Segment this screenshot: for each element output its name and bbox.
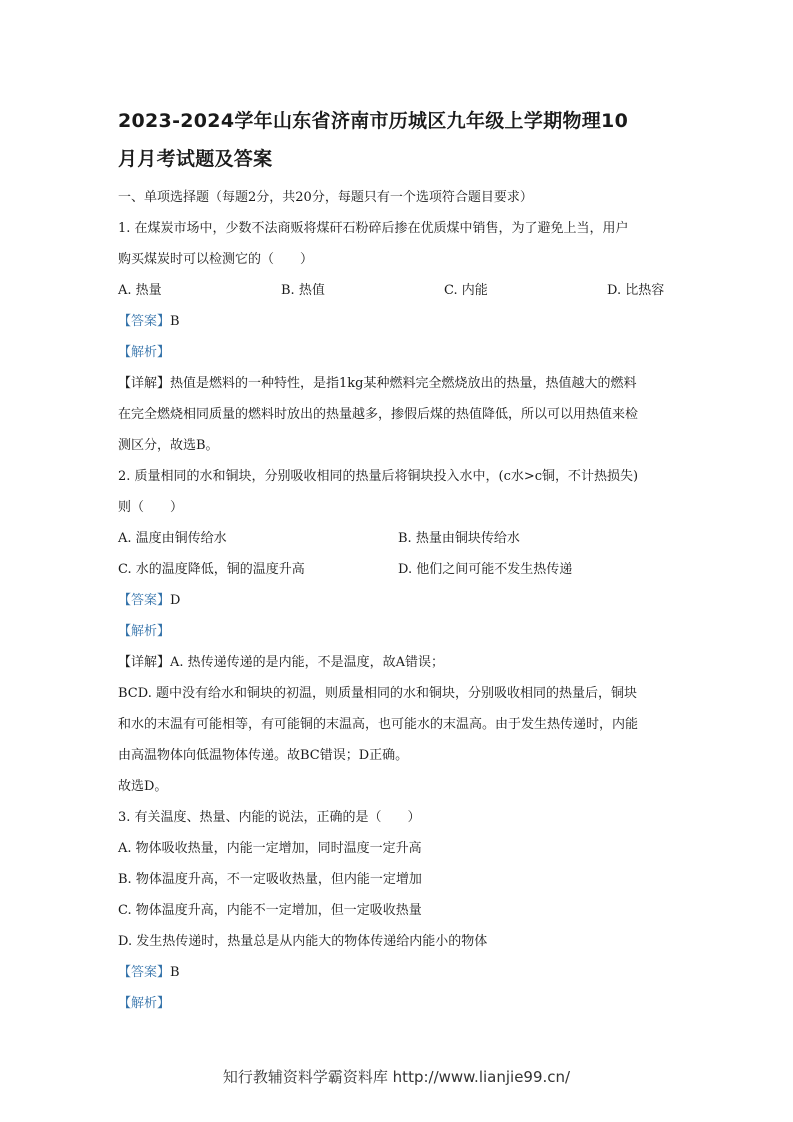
section-heading: 一、单项选择题（每题2分，共20分，每题只有一个选项符合题目要求） — [118, 190, 533, 205]
document-page — [118, 102, 678, 1019]
q2-conclusion: 故选D。 — [118, 779, 168, 794]
q3-stem: 3. 有关温度、热量、内能的说法，正确的是（ ） — [118, 810, 421, 825]
answer-tag: 【答案】 — [118, 965, 171, 980]
q1-option-b: B. 热值 — [281, 283, 325, 298]
q2-stem-line-1: 2. 质量相同的水和铜块，分别吸收相同的热量后将铜块投入水中，(c水>c铜，不计热损失) — [118, 469, 639, 484]
q2-analysis — [118, 616, 678, 647]
document-title — [118, 102, 678, 178]
q1-detail-line-3: 测区分，故选B。 — [118, 438, 219, 453]
q1-answer-value: B — [170, 314, 180, 329]
q2-stem-line-2: 则（ ） — [118, 500, 184, 515]
q2-option-c: C. 水的温度降低，铜的温度升高 — [118, 562, 305, 577]
question-2 — [118, 461, 678, 802]
q1-stem-line-1: 1. 在煤炭市场中，少数不法商贩将煤矸石粉碎后掺在优质煤中销售，为了避免上当，用户 — [118, 221, 629, 236]
title-line-2: 月月考试题及答案 — [118, 148, 273, 170]
q3-answer-value: B — [170, 965, 180, 980]
q2-answer-value: D — [170, 593, 181, 608]
q2-detail-text-1: A. 热传递传递的是内能，不是温度，故A错误； — [170, 655, 445, 670]
q1-options — [118, 275, 678, 306]
q1-answer — [118, 306, 678, 337]
q2-answer — [118, 585, 678, 616]
q1-option-c: C. 内能 — [444, 283, 488, 298]
q3-answer — [118, 957, 678, 988]
question-3 — [118, 802, 678, 1019]
q1-stem-line-2: 购买煤炭时可以检测它的（ ） — [118, 252, 314, 267]
q2-detail-line-3: 和水的末温有可能相等，有可能铜的末温高，也可能水的末温高。由于发生热传递时，内能 — [118, 717, 639, 732]
footer-watermark: 知行教辅资料学霸资料库 http://www.lianjie99.cn/ — [222, 1068, 571, 1086]
q2-detail-line-4: 由高温物体向低温物体传递。故BC错误；D正确。 — [118, 748, 409, 763]
q1-detail-text-1: 热值是燃料的一种特性，是指1kg某种燃料完全燃烧放出的热量，热值越大的燃料 — [170, 376, 637, 391]
q2-option-b: B. 热量由铜块传给水 — [398, 531, 520, 546]
analysis-tag: 【解析】 — [118, 996, 171, 1011]
q1-option-d: D. 比热容 — [607, 283, 665, 298]
q3-option-c: C. 物体温度升高，内能不一定增加，但一定吸收热量 — [118, 903, 422, 918]
q3-option-a: A. 物体吸收热量，内能一定增加，同时温度一定升高 — [118, 841, 422, 856]
detail-tag: 【详解】 — [118, 376, 171, 391]
q2-option-d: D. 他们之间可能不发生热传递 — [398, 562, 573, 577]
q2-detail-line-2: BCD. 题中没有给水和铜块的初温，则质量相同的水和铜块，分别吸收相同的热量后，铜块 — [118, 686, 637, 701]
q2-option-a: A. 温度由铜传给水 — [118, 531, 227, 546]
analysis-tag: 【解析】 — [118, 624, 171, 639]
answer-tag: 【答案】 — [118, 314, 171, 329]
q2-options-row-2 — [118, 554, 678, 585]
answer-tag: 【答案】 — [118, 593, 171, 608]
title-line-1: 2023-2024学年山东省济南市历城区九年级上学期物理10 — [118, 110, 629, 132]
q3-option-b: B. 物体温度升高，不一定吸收热量，但内能一定增加 — [118, 872, 422, 887]
q3-option-d: D. 发生热传递时，热量总是从内能大的物体传递给内能小的物体 — [118, 934, 488, 949]
q3-analysis — [118, 988, 678, 1019]
q1-detail-line-2: 在完全燃烧相同质量的燃料时放出的热量越多，掺假后煤的热值降低，所以可以用热值来检 — [118, 407, 639, 422]
q1-analysis — [118, 337, 678, 368]
question-1 — [118, 213, 678, 461]
detail-tag: 【详解】 — [118, 655, 171, 670]
analysis-tag: 【解析】 — [118, 345, 171, 360]
q2-detail-line-1 — [118, 647, 678, 678]
q1-option-a: A. 热量 — [118, 283, 162, 298]
q2-options-row-1 — [118, 523, 678, 554]
q1-detail-line-1 — [118, 368, 678, 399]
